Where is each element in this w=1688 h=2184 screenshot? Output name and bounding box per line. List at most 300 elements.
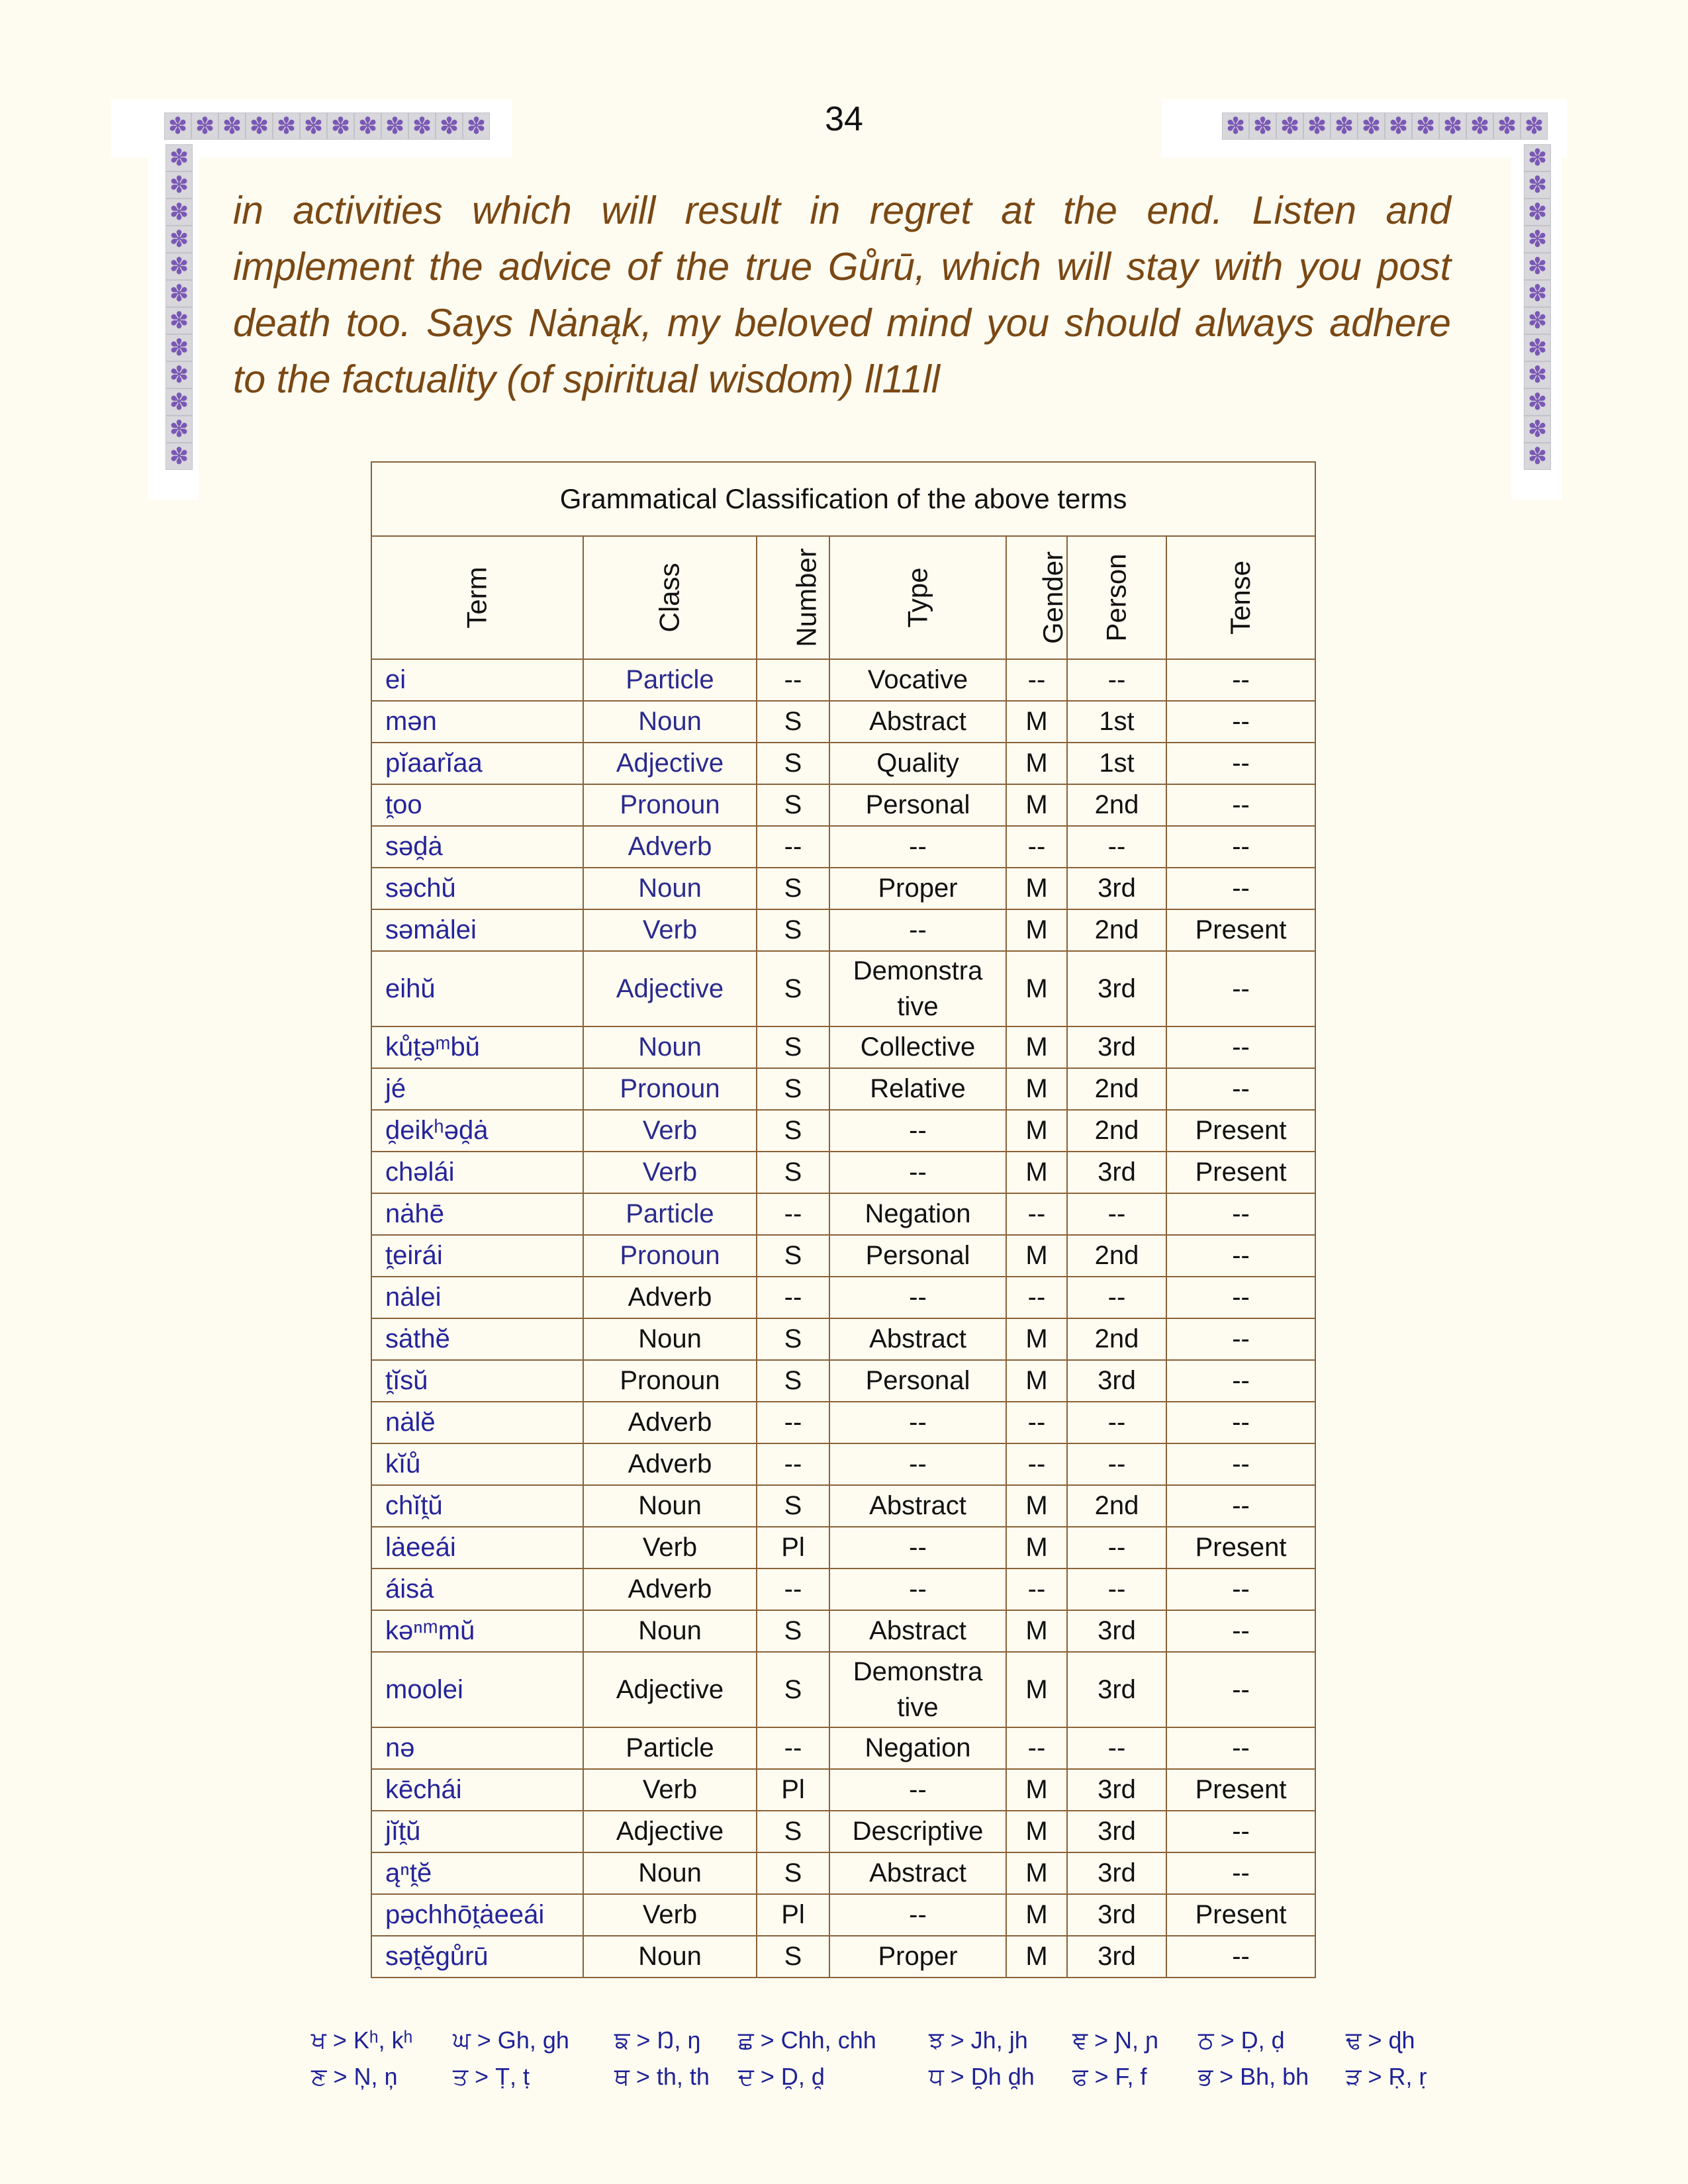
cell-class: Pronoun [583,784,757,826]
table-row [371,1360,1315,1402]
verse-translation-paragraph [233,183,1451,408]
cell-type: Collective [829,1026,1006,1068]
left-ornament-column [165,144,193,470]
cell-term: kůt̯əᵐbŭ [371,1026,583,1068]
flower-ornament-icon: ✽ [1524,361,1551,388]
cell-number: -- [757,1443,829,1485]
cell-person: 2nd [1067,1235,1166,1277]
cell-person: -- [1067,1443,1166,1485]
header-person: Person [1067,536,1166,659]
cell-person: 3rd [1067,1610,1166,1652]
cell-type: -- [829,826,1006,868]
table-row [371,1402,1315,1443]
legend-entry: ਧ > D̯h d̯h [929,2063,1035,2090]
cell-term: nȧlei [371,1277,583,1318]
cell-type: Personal [829,1235,1006,1277]
cell-gender: M [1006,1769,1067,1811]
cell-class: Particle [583,1193,757,1235]
cell-class: Verb [583,1527,757,1569]
flower-ornament-icon: ✽ [1524,443,1551,470]
flower-ornament-icon: ✽ [1524,388,1551,416]
table-row [371,1026,1315,1068]
table-row [371,1652,1315,1727]
cell-gender: M [1006,909,1067,951]
table-row [371,743,1315,784]
cell-tense: -- [1166,1277,1315,1318]
cell-tense: -- [1166,1652,1315,1727]
flower-ornament-icon: ✽ [165,280,193,307]
legend-entry: ੜ > Ṛ, ṛ [1346,2063,1427,2090]
legend-entry: ਤ > Ṭ, ṭ [453,2063,530,2090]
cell-tense: -- [1166,1727,1315,1769]
flower-ornament-icon: ✽ [1524,199,1551,226]
flower-ornament-icon: ✽ [165,144,193,171]
cell-class: Particle [583,1727,757,1769]
cell-number: S [757,1610,829,1652]
table-row [371,951,1315,1026]
flower-ornament-icon: ✽ [1439,113,1466,140]
cell-type: -- [829,1569,1006,1610]
flower-ornament-icon: ✽ [327,113,354,140]
flower-ornament-icon: ✽ [165,253,193,280]
cell-gender: -- [1006,826,1067,868]
flower-ornament-icon: ✽ [165,226,193,253]
flower-ornament-icon: ✽ [354,113,381,140]
cell-gender: M [1006,1235,1067,1277]
cell-tense: -- [1166,1068,1315,1110]
flower-ornament-icon: ✽ [1524,144,1551,171]
cell-type: Demonstra tive [829,1652,1006,1727]
cell-tense: Present [1166,1110,1315,1152]
cell-type: Negation [829,1193,1006,1235]
flower-ornament-icon: ✽ [1521,113,1548,140]
cell-tense: Present [1166,1894,1315,1936]
cell-gender: M [1006,1485,1067,1527]
flower-ornament-icon: ✽ [246,113,273,140]
cell-number: S [757,1811,829,1852]
table-row [371,659,1315,701]
cell-person: 3rd [1067,1026,1166,1068]
paragraph-line: implement the advice of the true Gůrū, which will stay with you post [233,245,1451,289]
cell-term: ei [371,659,583,701]
paragraph-line: to the factuality (of spiritual wisdom) ll11ll [233,357,940,401]
cell-class: Verb [583,1110,757,1152]
flower-ornament-icon: ✽ [436,113,463,140]
table-row [371,1936,1315,1978]
cell-term: moolei [371,1652,583,1727]
flower-ornament-icon: ✽ [165,443,193,470]
cell-gender: -- [1006,1727,1067,1769]
table-row [371,1485,1315,1527]
cell-term: sət̯ĕgůrū [371,1936,583,1978]
table-row [371,1110,1315,1152]
flower-ornament-icon: ✽ [1303,113,1331,140]
cell-tense: -- [1166,1569,1315,1610]
cell-person: -- [1067,1527,1166,1569]
flower-ornament-icon: ✽ [1358,113,1385,140]
cell-gender: M [1006,868,1067,909]
cell-term: nȧlĕ [371,1402,583,1443]
cell-gender: M [1006,743,1067,784]
cell-tense: -- [1166,659,1315,701]
table-row [371,1769,1315,1811]
cell-type: Demonstra tive [829,951,1006,1026]
flower-ornament-icon: ✽ [165,388,193,416]
cell-type: -- [829,1894,1006,1936]
cell-tense: -- [1166,1936,1315,1978]
grammar-table [371,461,1316,1978]
cell-gender: M [1006,1527,1067,1569]
cell-term: áisȧ [371,1569,583,1610]
cell-gender: M [1006,1318,1067,1360]
cell-type: -- [829,1152,1006,1193]
cell-tense: -- [1166,1193,1315,1235]
cell-gender: M [1006,1936,1067,1978]
cell-number: S [757,1152,829,1193]
cell-number: S [757,951,829,1026]
flower-ornament-icon: ✽ [1412,113,1439,140]
cell-person: 2nd [1067,784,1166,826]
cell-class: Noun [583,1936,757,1978]
cell-term: səchŭ [371,868,583,909]
cell-person: -- [1067,1277,1166,1318]
cell-term: d̯eikʰəd̯ȧ [371,1110,583,1152]
legend-entry: ਥ > th, th [614,2063,710,2090]
top-right-ornament-row [1222,113,1548,140]
cell-class: Noun [583,1485,757,1527]
table-body [371,659,1315,1978]
header-term: Term [371,536,583,659]
cell-class: Pronoun [583,1360,757,1402]
header-class: Class [583,536,757,659]
cell-tense: -- [1166,1360,1315,1402]
table-row [371,1811,1315,1852]
cell-number: -- [757,826,829,868]
cell-term: jĭt̯ŭ [371,1811,583,1852]
cell-person: 1st [1067,701,1166,743]
paragraph-line: in activities which will result in regret at the end. Listen and [233,189,1451,232]
table-row [371,1193,1315,1235]
cell-tense: -- [1166,743,1315,784]
flower-ornament-icon: ✽ [218,113,246,140]
cell-gender: M [1006,1811,1067,1852]
flower-ornament-icon: ✽ [165,171,193,199]
flower-ornament-icon: ✽ [165,334,193,361]
cell-number: S [757,1360,829,1402]
legend-entry: ਣ > Ņ, ņ [311,2063,398,2090]
cell-person: 3rd [1067,868,1166,909]
cell-term: ąⁿt̯ĕ [371,1852,583,1894]
cell-tense: -- [1166,1852,1315,1894]
cell-class: Adverb [583,1402,757,1443]
cell-number: S [757,1852,829,1894]
cell-tense: -- [1166,868,1315,909]
cell-number: Pl [757,1769,829,1811]
cell-term: sȧthĕ [371,1318,583,1360]
cell-type: -- [829,1443,1006,1485]
cell-number: Pl [757,1527,829,1569]
cell-type: -- [829,1110,1006,1152]
cell-gender: M [1006,1852,1067,1894]
cell-number: S [757,1235,829,1277]
flower-ornament-icon: ✽ [1524,280,1551,307]
cell-person: -- [1067,1569,1166,1610]
cell-gender: -- [1006,1193,1067,1235]
cell-class: Noun [583,868,757,909]
table-row [371,1068,1315,1110]
cell-term: t̯eirái [371,1235,583,1277]
legend-entry: ਫ > F, f [1072,2063,1147,2090]
cell-type: Abstract [829,1610,1006,1652]
cell-term: pĭaarĭaa [371,743,583,784]
table-row [371,1610,1315,1652]
cell-gender: M [1006,1068,1067,1110]
table-row [371,1894,1315,1936]
table-row [371,701,1315,743]
cell-tense: -- [1166,1235,1315,1277]
cell-type: Personal [829,1360,1006,1402]
cell-gender: M [1006,1652,1067,1727]
cell-number: S [757,1110,829,1152]
cell-number: S [757,1026,829,1068]
cell-class: Pronoun [583,1068,757,1110]
flower-ornament-icon: ✽ [463,113,490,140]
cell-number: S [757,868,829,909]
cell-number: Pl [757,1894,829,1936]
cell-type: Relative [829,1068,1006,1110]
flower-ornament-icon: ✽ [165,199,193,226]
flower-ornament-icon: ✽ [164,113,191,140]
cell-tense: Present [1166,1527,1315,1569]
cell-term: eihŭ [371,951,583,1026]
cell-gender: M [1006,701,1067,743]
cell-class: Adverb [583,1443,757,1485]
cell-person: -- [1067,1727,1166,1769]
flower-ornament-icon: ✽ [1524,253,1551,280]
cell-type: -- [829,909,1006,951]
cell-type: -- [829,1402,1006,1443]
table-row [371,1443,1315,1485]
paragraph-line: death too. Says Nȧnąk, my beloved mind you should always adhere [233,301,1451,345]
cell-gender: M [1006,784,1067,826]
cell-gender: -- [1006,659,1067,701]
cell-number: -- [757,1727,829,1769]
cell-class: Adverb [583,826,757,868]
legend-entry: ਛ > Chh, chh [738,2026,876,2054]
cell-person: 3rd [1067,1811,1166,1852]
header-number: Number [757,536,829,659]
cell-type: -- [829,1769,1006,1811]
cell-number: S [757,909,829,951]
cell-tense: Present [1166,909,1315,951]
cell-term: t̯ĭsŭ [371,1360,583,1402]
cell-type: Proper [829,868,1006,909]
cell-term: kēchái [371,1769,583,1811]
flower-ornament-icon: ✽ [408,113,436,140]
cell-tense: -- [1166,1026,1315,1068]
flower-ornament-icon: ✽ [1276,113,1303,140]
cell-term: chĭt̯ŭ [371,1485,583,1527]
cell-number: S [757,1318,829,1360]
cell-term: mən [371,701,583,743]
cell-gender: M [1006,1026,1067,1068]
cell-type: Quality [829,743,1006,784]
cell-person: -- [1067,1402,1166,1443]
cell-number: -- [757,1569,829,1610]
cell-class: Adverb [583,1569,757,1610]
cell-term: lȧeeái [371,1527,583,1569]
flower-ornament-icon: ✽ [1524,171,1551,199]
cell-person: 3rd [1067,951,1166,1026]
table-row [371,1318,1315,1360]
legend-entry: ਙ > Ŋ, ŋ [614,2026,701,2054]
flower-ornament-icon: ✽ [1524,307,1551,334]
flower-ornament-icon: ✽ [165,416,193,443]
cell-class: Noun [583,1610,757,1652]
legend-entry: ਢ > ɖh [1346,2026,1415,2054]
cell-gender: -- [1006,1569,1067,1610]
cell-person: 3rd [1067,1894,1166,1936]
cell-number: S [757,1485,829,1527]
flower-ornament-icon: ✽ [1385,113,1412,140]
cell-type: Abstract [829,1318,1006,1360]
table-row [371,868,1315,909]
cell-class: Noun [583,701,757,743]
cell-number: -- [757,659,829,701]
cell-gender: M [1006,1360,1067,1402]
top-left-ornament-row [164,113,490,140]
cell-number: S [757,1652,829,1727]
cell-person: 2nd [1067,1485,1166,1527]
cell-person: 2nd [1067,1318,1166,1360]
cell-class: Noun [583,1852,757,1894]
cell-tense: -- [1166,1318,1315,1360]
page-number: 34 [825,100,863,138]
cell-class: Adjective [583,951,757,1026]
cell-tense: -- [1166,826,1315,868]
flower-ornament-icon: ✽ [1524,334,1551,361]
flower-ornament-icon: ✽ [1222,113,1249,140]
cell-class: Verb [583,1769,757,1811]
table-row [371,1852,1315,1894]
cell-person: -- [1067,659,1166,701]
flower-ornament-icon: ✽ [273,113,300,140]
table-row [371,784,1315,826]
table-row [371,1152,1315,1193]
cell-tense: -- [1166,1443,1315,1485]
cell-term: nə [371,1727,583,1769]
cell-tense: -- [1166,1811,1315,1852]
cell-person: 1st [1067,743,1166,784]
cell-term: səd̯ȧ [371,826,583,868]
cell-gender: M [1006,1152,1067,1193]
cell-class: Verb [583,1894,757,1936]
legend-entry: ਠ > Ḍ, ḍ [1198,2026,1285,2054]
cell-term: t̯oo [371,784,583,826]
cell-gender: M [1006,1894,1067,1936]
flower-ornament-icon: ✽ [191,113,218,140]
cell-person: 3rd [1067,1360,1166,1402]
cell-term: səmȧlei [371,909,583,951]
cell-tense: -- [1166,701,1315,743]
cell-term: chəlái [371,1152,583,1193]
cell-number: -- [757,1402,829,1443]
cell-class: Noun [583,1318,757,1360]
cell-person: 2nd [1067,909,1166,951]
cell-number: -- [757,1277,829,1318]
cell-gender: M [1006,1110,1067,1152]
table-row [371,1527,1315,1569]
cell-class: Noun [583,1026,757,1068]
cell-gender: M [1006,1610,1067,1652]
cell-tense: -- [1166,784,1315,826]
legend-entry: ਝ > Jh, jh [929,2026,1028,2054]
cell-person: 3rd [1067,1936,1166,1978]
flower-ornament-icon: ✽ [1524,226,1551,253]
cell-gender: -- [1006,1443,1067,1485]
cell-term: kĭů [371,1443,583,1485]
cell-class: Particle [583,659,757,701]
cell-type: Abstract [829,1485,1006,1527]
cell-class: Adjective [583,1652,757,1727]
cell-term: kəⁿᵐmŭ [371,1610,583,1652]
cell-gender: M [1006,951,1067,1026]
cell-person: -- [1067,1193,1166,1235]
cell-tense: -- [1166,951,1315,1026]
cell-tense: Present [1166,1769,1315,1811]
table-row [371,1727,1315,1769]
flower-ornament-icon: ✽ [165,307,193,334]
cell-type: -- [829,1527,1006,1569]
legend-entry: ਭ > Bh, bh [1198,2063,1309,2090]
right-ornament-column [1524,144,1551,470]
cell-number: S [757,701,829,743]
cell-number: S [757,1068,829,1110]
cell-type: Abstract [829,1852,1006,1894]
cell-type: Personal [829,784,1006,826]
flower-ornament-icon: ✽ [1493,113,1521,140]
cell-person: 2nd [1067,1068,1166,1110]
cell-gender: -- [1006,1277,1067,1318]
legend-entry: ਖ > Kʰ, kʰ [311,2026,413,2054]
table-row [371,1277,1315,1318]
cell-type: Proper [829,1936,1006,1978]
flower-ornament-icon: ✽ [1331,113,1358,140]
flower-ornament-icon: ✽ [1524,416,1551,443]
legend-entry: ਘ > Gh, gh [453,2026,569,2054]
cell-number: S [757,784,829,826]
cell-tense: -- [1166,1610,1315,1652]
cell-type: Vocative [829,659,1006,701]
cell-person: 3rd [1067,1152,1166,1193]
cell-class: Adverb [583,1277,757,1318]
cell-person: 3rd [1067,1852,1166,1894]
flower-ornament-icon: ✽ [165,361,193,388]
cell-number: S [757,1936,829,1978]
cell-tense: -- [1166,1485,1315,1527]
cell-type: Abstract [829,701,1006,743]
cell-class: Verb [583,1152,757,1193]
cell-person: 3rd [1067,1652,1166,1727]
cell-term: nȧhē [371,1193,583,1235]
cell-class: Pronoun [583,1235,757,1277]
cell-type: -- [829,1277,1006,1318]
cell-gender: -- [1006,1402,1067,1443]
table-row [371,826,1315,868]
flower-ornament-icon: ✽ [1466,113,1493,140]
flower-ornament-icon: ✽ [381,113,408,140]
flower-ornament-icon: ✽ [300,113,327,140]
